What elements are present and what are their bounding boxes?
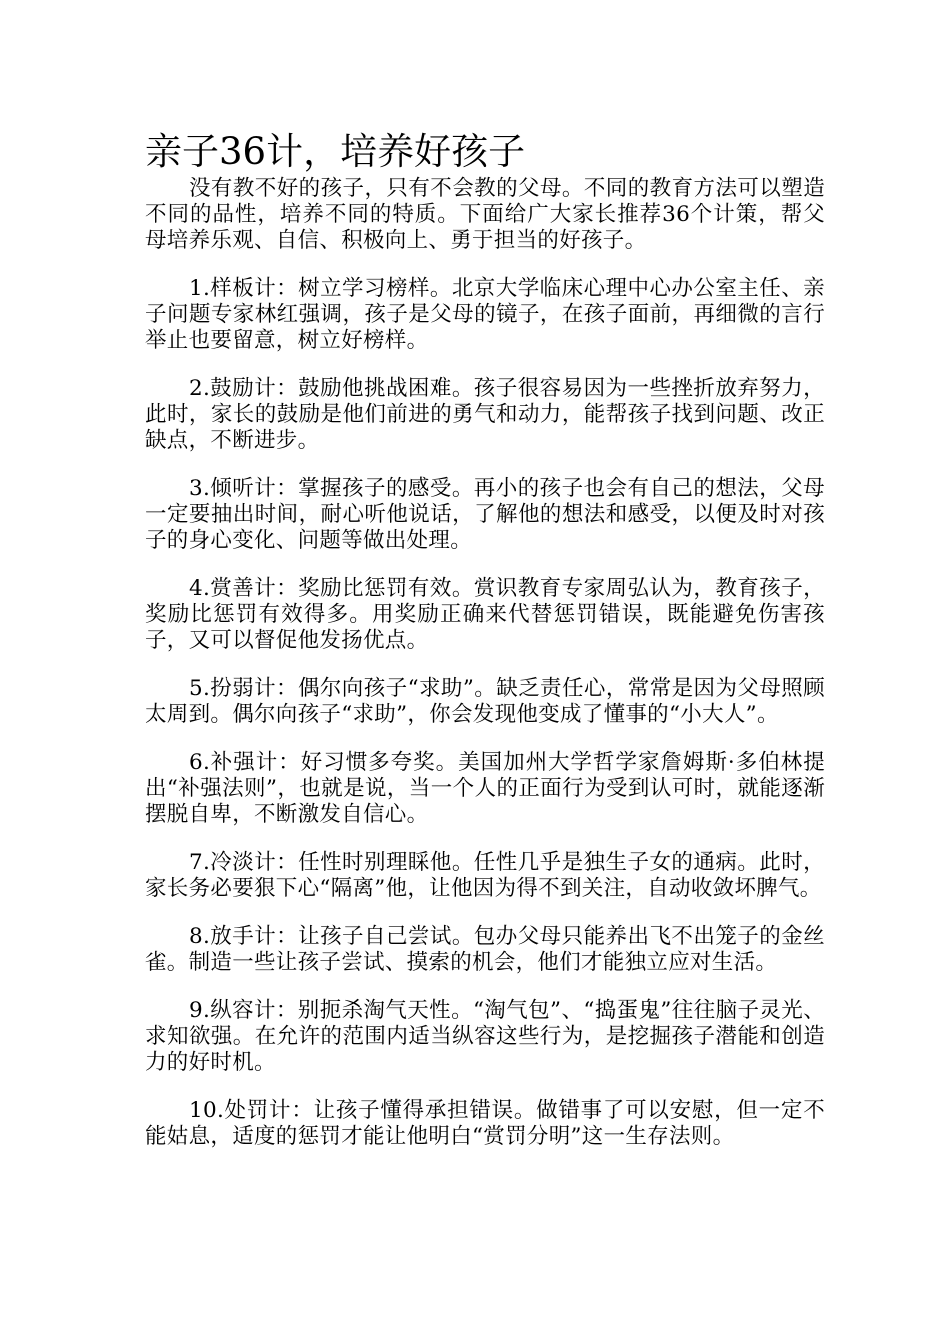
tip-3: 3.倾听计：掌握孩子的感受。再小的孩子也会有自己的想法，父母一定要抽出时间，耐心听他说话，了解他的想法和感受，以便及时对孩子的身心变化、问题等做出处理。 — [145, 476, 825, 553]
intro-paragraph: 没有教不好的孩子，只有不会教的父母。不同的教育方法可以塑造不同的品性，培养不同的特质。下面给广大家长推荐36个计策，帮父母培养乐观、自信、积极向上、勇于担当的好孩子。 — [145, 176, 825, 253]
tip-5: 5.扮弱计：偶尔向孩子“求助”。缺乏责任心，常常是因为父母照顾太周到。偶尔向孩子“求助”，你会发现他变成了懂事的“小大人”。 — [145, 676, 825, 727]
tip-8: 8.放手计：让孩子自己尝试。包办父母只能养出飞不出笼子的金丝雀。制造一些让孩子尝试、摸索的机会，他们才能独立应对生活。 — [145, 924, 825, 975]
document-title: 亲子36计，培养好孩子 — [145, 130, 526, 173]
document-page — [145, 128, 825, 1150]
tip-6: 6.补强计：好习惯多夸奖。美国加州大学哲学家詹姆斯·多伯林提出“补强法则”，也就是说，当一个人的正面行为受到认可时，就能逐渐摆脱自卑，不断激发自信心。 — [145, 750, 825, 827]
tip-7: 7.冷淡计：任性时别理睬他。任性几乎是独生子女的通病。此时，家长务必要狠下心“隔离”他，让他因为得不到关注，自动收敛坏脾气。 — [145, 850, 825, 901]
tip-2: 2.鼓励计：鼓励他挑战困难。孩子很容易因为一些挫折放弃努力，此时，家长的鼓励是他们前进的勇气和动力，能帮孩子找到问题、改正缺点，不断进步。 — [145, 376, 825, 453]
tip-10: 10.处罚计：让孩子懂得承担错误。做错事了可以安慰，但一定不能姑息，适度的惩罚才能让他明白“赏罚分明”这一生存法则。 — [145, 1098, 825, 1149]
tip-4: 4.赏善计：奖励比惩罚有效。赏识教育专家周弘认为，教育孩子，奖励比惩罚有效得多。用奖励正确来代替惩罚错误，既能避免伤害孩子，又可以督促他发扬优点。 — [145, 576, 825, 653]
tip-1: 1.样板计：树立学习榜样。北京大学临床心理中心办公室主任、亲子问题专家林红强调，孩子是父母的镜子，在孩子面前，再细微的言行举止也要留意，树立好榜样。 — [145, 276, 825, 353]
tip-9: 9.纵容计：别扼杀淘气天性。“淘气包”、“捣蛋鬼”往往脑子灵光、求知欲强。在允许的范围内适当纵容这些行为，是挖掘孩子潜能和创造力的好时机。 — [145, 998, 825, 1075]
